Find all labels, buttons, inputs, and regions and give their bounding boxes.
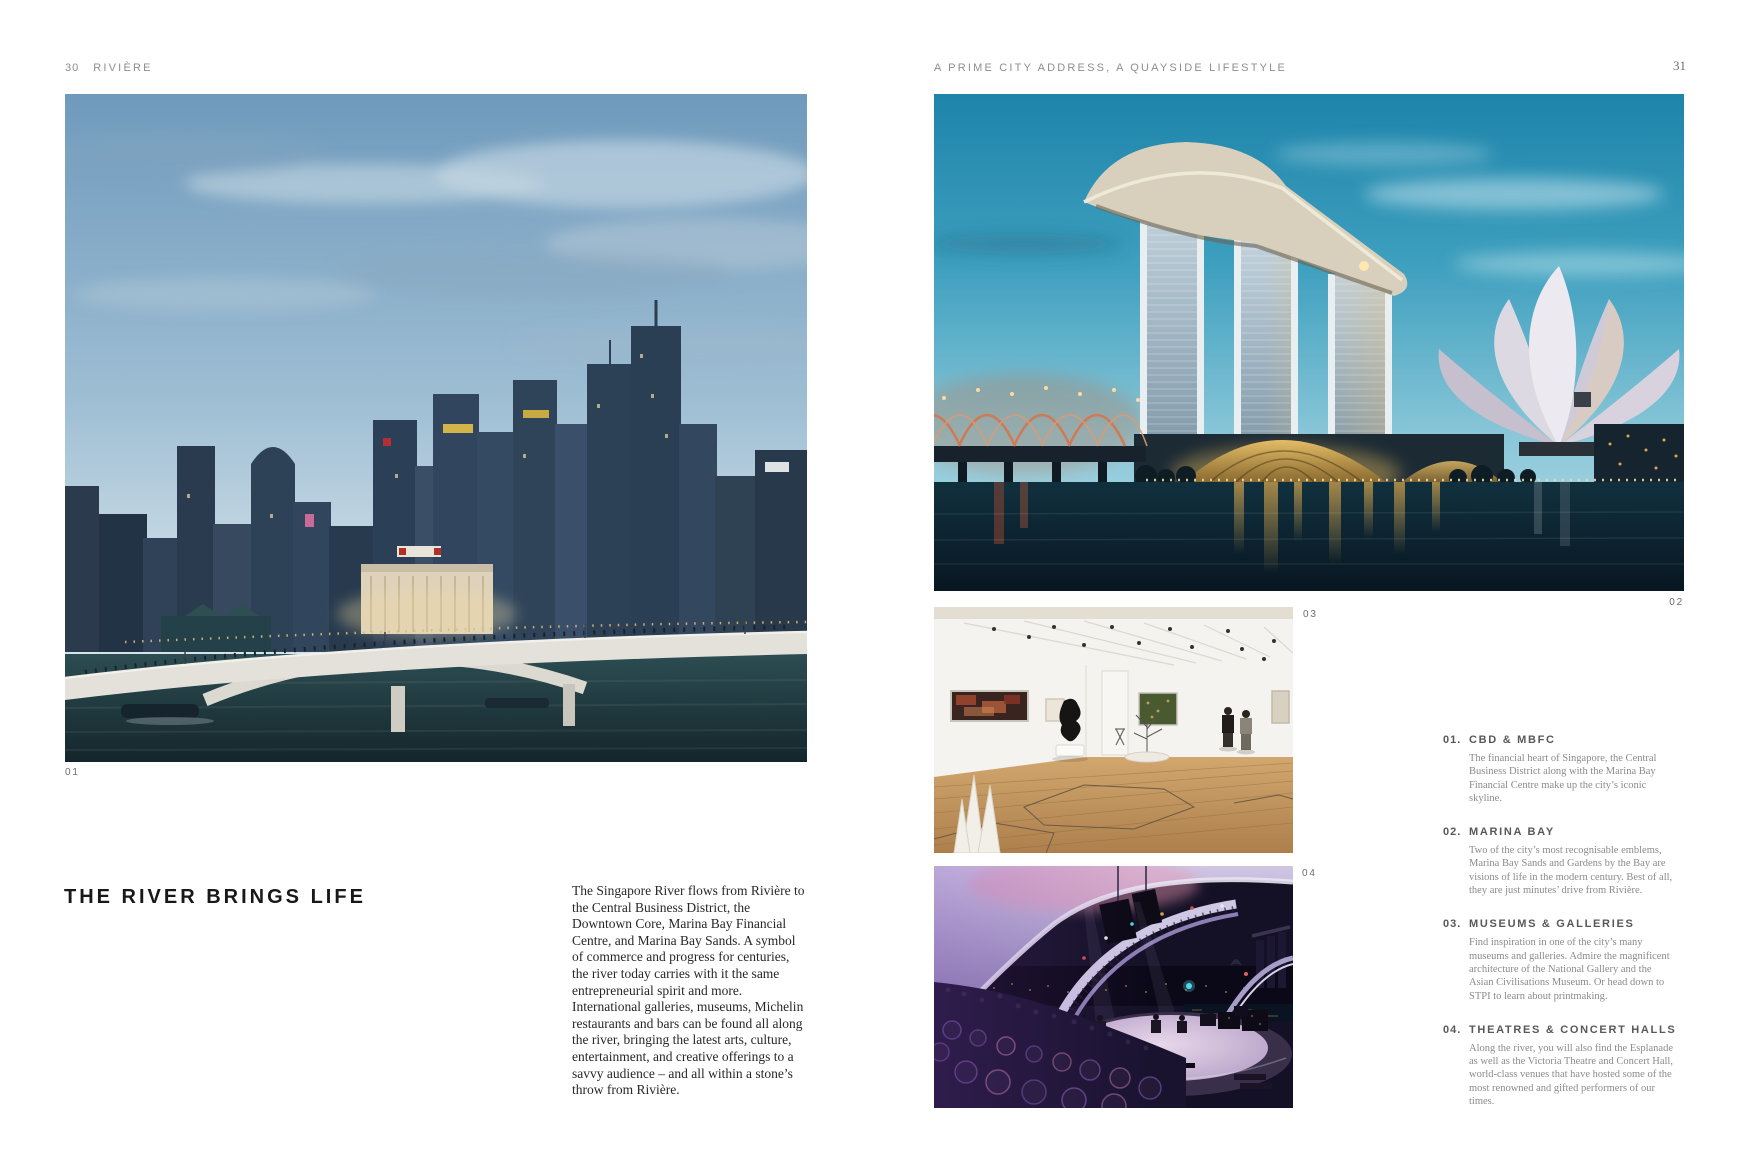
poi-item-museums-galleries xyxy=(1443,918,1675,1002)
photo-caption-01: 01 xyxy=(65,767,80,778)
poi-number: 02. xyxy=(1443,826,1462,839)
photo-art-gallery xyxy=(934,607,1293,853)
poi-number: 03. xyxy=(1443,918,1462,931)
skyline-dusk-illustration xyxy=(65,94,807,762)
poi-item-theatres-concert-halls xyxy=(1443,1024,1675,1108)
poi-description: Two of the city’s most recognisable emblems, Marina Bay Sands and Gardens by the Bay are visions of life in the modern century. Best of all, they are just minutes’ drive from Rivière. xyxy=(1469,845,1673,897)
poi-description: Find inspiration in one of the city’s many museums and galleries. Admire the magnificent architecture of the National Gallery and the Asian Civilisations Museum. Or head down to STPI to learn about printmaking. xyxy=(1469,937,1670,1002)
gallery-interior-illustration xyxy=(934,607,1293,853)
poi-head xyxy=(1443,826,1675,838)
left-header-title: RIVIÈRE xyxy=(93,62,153,74)
poi-title: MUSEUMS & GALLERIES xyxy=(1469,918,1635,931)
photo-caption-04: 04 xyxy=(1302,868,1317,879)
poi-description: The financial heart of Singapore, the Central Business District along with the Marina Bay Financial Centre make up the city’s iconic skyline. xyxy=(1469,753,1657,804)
right-running-header xyxy=(934,62,1287,74)
section-heading: THE RIVER BRINGS LIFE xyxy=(64,886,366,908)
poi-title: CBD & MBFC xyxy=(1469,734,1556,746)
photo-marina-bay-sands xyxy=(934,94,1684,591)
points-of-interest-list xyxy=(1443,734,1675,1129)
photo-caption-03: 03 xyxy=(1303,609,1318,620)
poi-number: 04. xyxy=(1443,1023,1462,1036)
poi-item-marina-bay xyxy=(1443,826,1675,897)
poi-item-cbd-mbfc xyxy=(1443,734,1675,805)
poi-title: MARINA BAY xyxy=(1469,826,1555,839)
right-header-title: A PRIME CITY ADDRESS, A QUAYSIDE LIFESTYLE xyxy=(934,62,1288,74)
right-page-number: 31 xyxy=(1673,58,1686,73)
poi-head xyxy=(1443,918,1675,930)
left-running-header xyxy=(65,62,153,74)
section-body-text: The Singapore River flows from Rivière to the Central Business District, the Downtown Core, Marina Bay Financial Centre, and Marina Bay Sands. A symbol of commerce and progress for centuries, the river today carries with it the same entrepreneurial spirit and more. International galleries, museums, Michelin restaurants and bars can be found all along the river, bringing the latest arts, culture, entertainment, and creative offerings to a savvy audience – and all within a stone’s throw from Rivière. xyxy=(572,883,805,1098)
poi-description: Along the river, you will also find the Esplanade as well as the Victoria Theatre and Concert Hall, world-class venues that have hosted some of the most renowned and gifted performers of our times. xyxy=(1469,1042,1673,1108)
photo-caption-02: 02 xyxy=(1669,597,1684,608)
poi-title: THEATRES & CONCERT HALLS xyxy=(1469,1023,1677,1036)
left-page-number: 30 xyxy=(65,62,80,74)
photo-outdoor-concert xyxy=(934,866,1293,1108)
photo-singapore-river-skyline xyxy=(65,94,807,762)
marina-bay-night-illustration xyxy=(934,94,1684,591)
poi-number: 01. xyxy=(1443,734,1462,746)
esplanade-concert-illustration xyxy=(934,866,1293,1108)
poi-head xyxy=(1443,734,1675,746)
poi-head xyxy=(1443,1024,1675,1036)
